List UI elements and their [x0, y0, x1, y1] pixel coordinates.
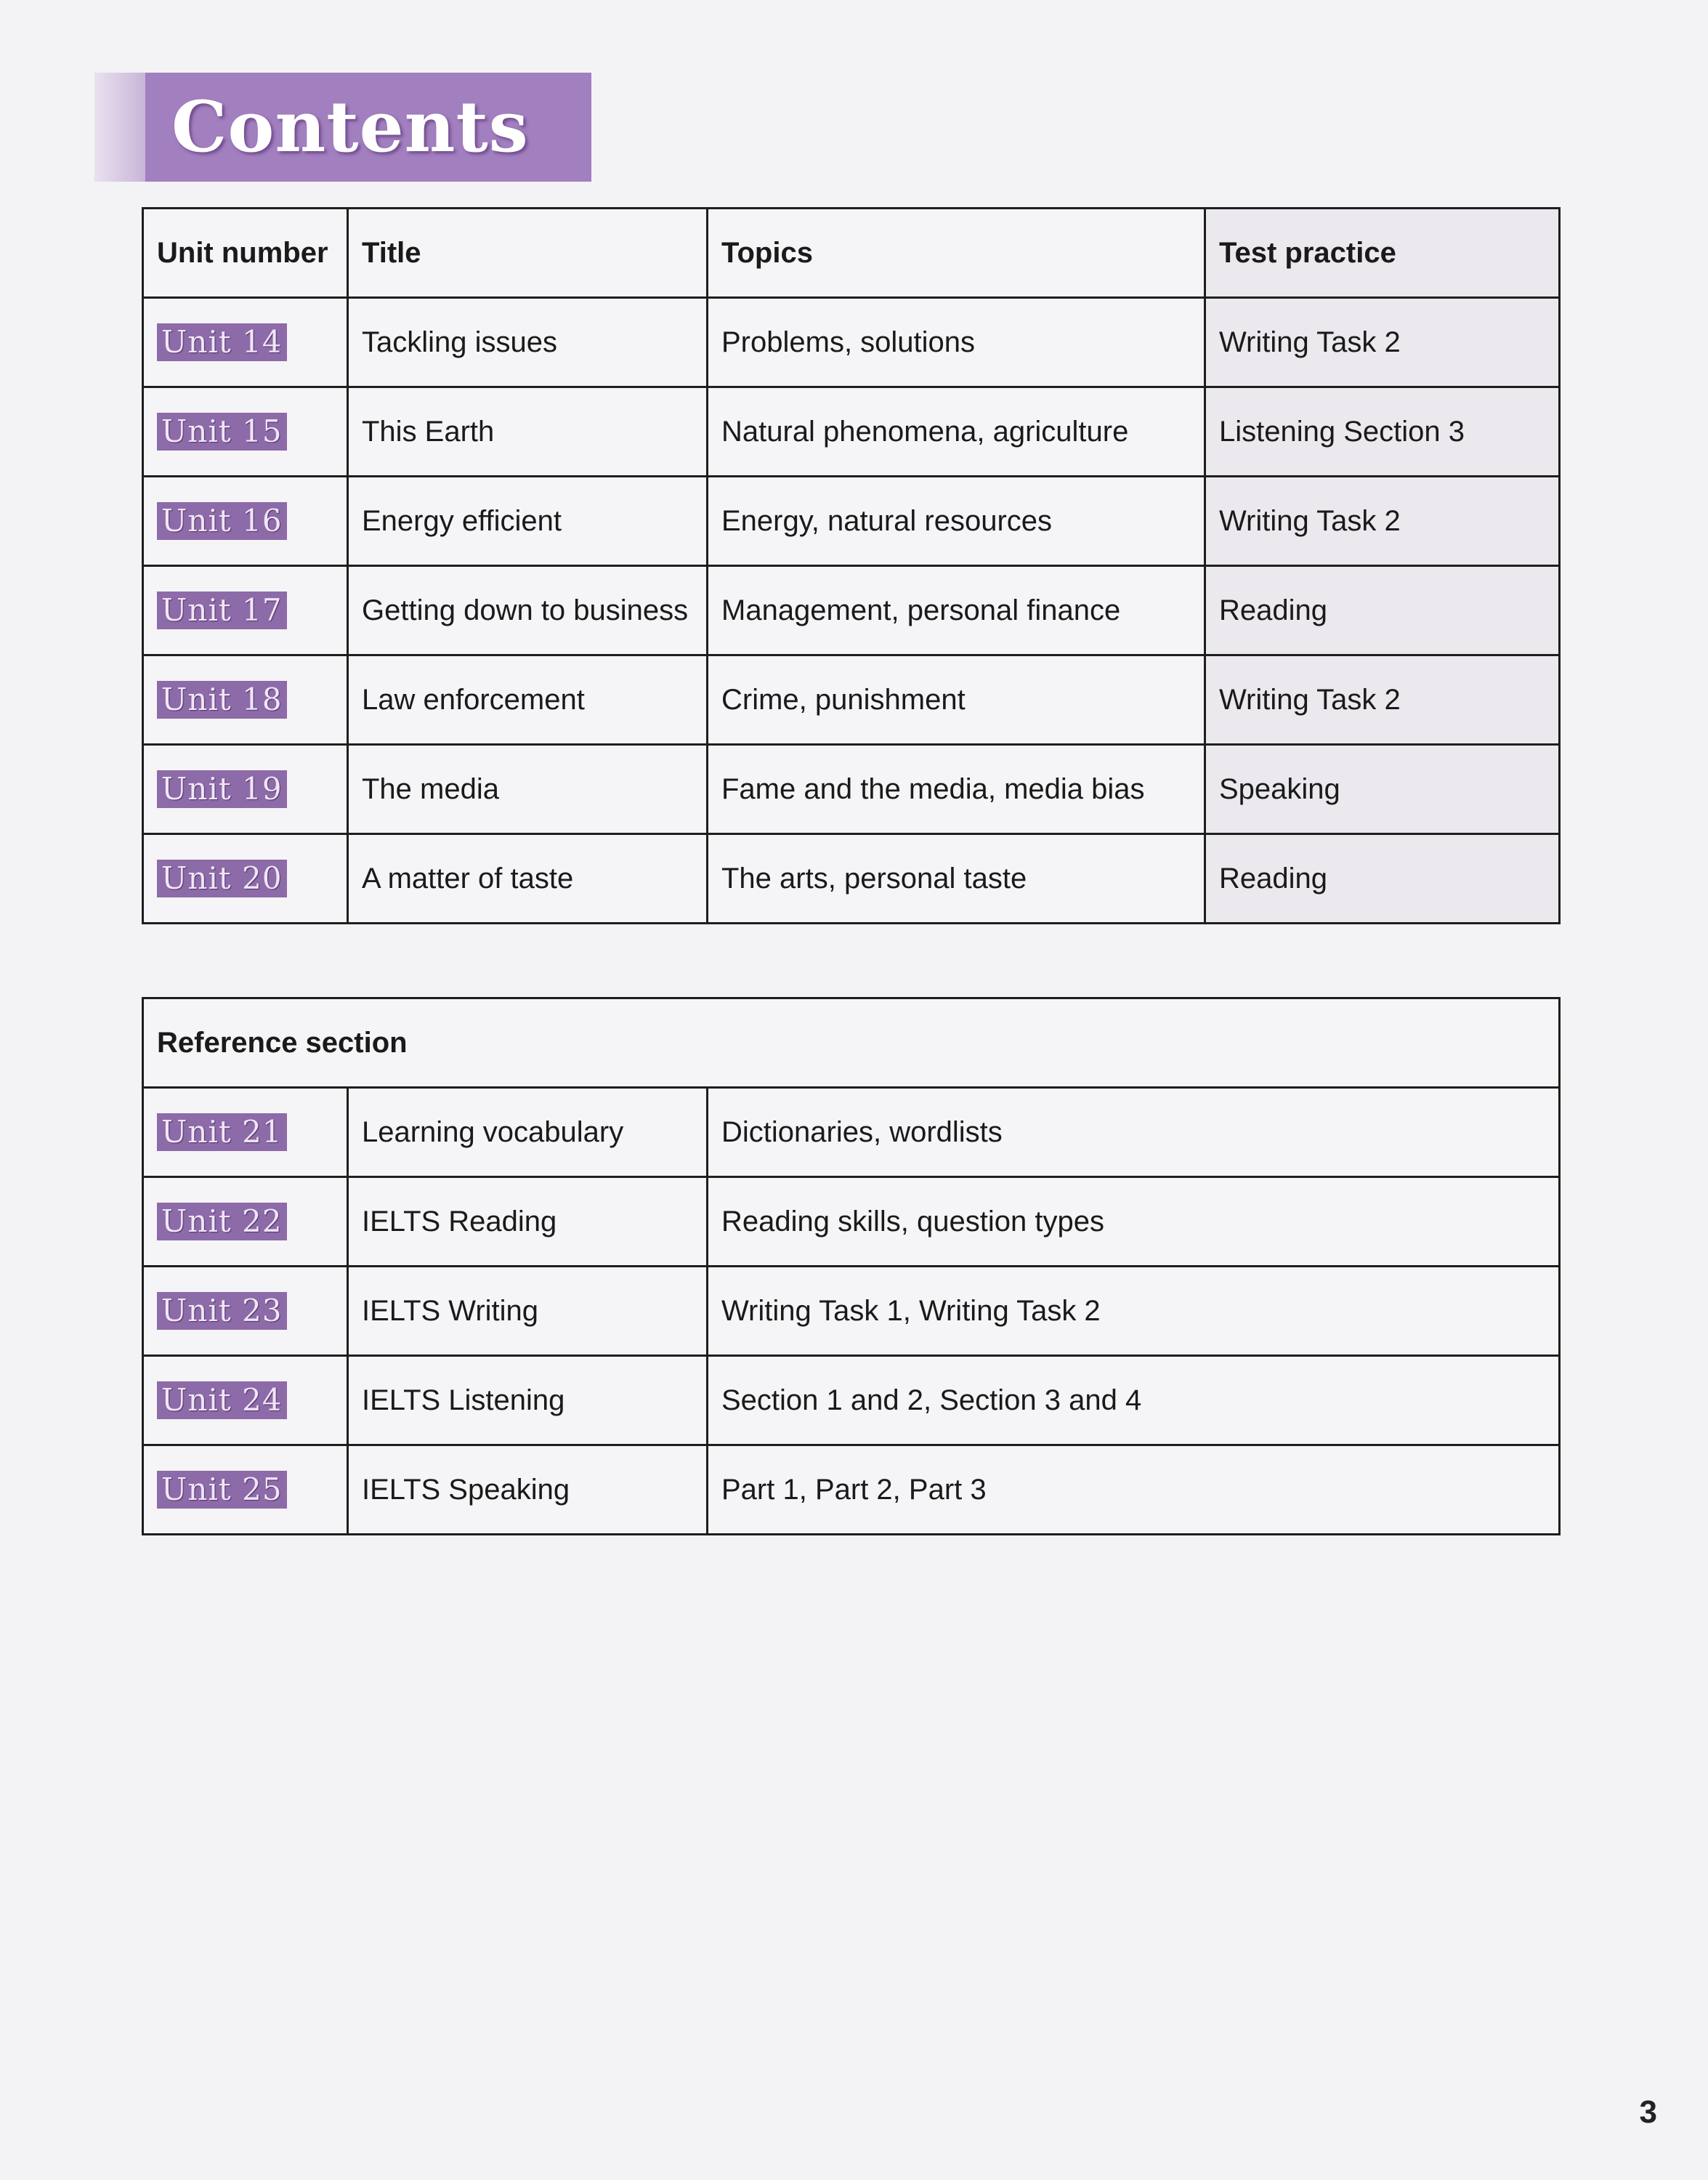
contents-table	[142, 207, 1561, 924]
title-cell: Energy efficient	[348, 477, 708, 566]
unit-badge[interactable]: Unit 24	[157, 1381, 287, 1419]
unit-badge[interactable]: Unit 16	[157, 502, 287, 540]
unit-cell	[143, 745, 348, 834]
unit-cell	[143, 477, 348, 566]
table-row	[143, 1177, 1560, 1267]
header-title: Title	[348, 209, 708, 298]
title-accent-strip	[94, 73, 145, 182]
unit-badge[interactable]: Unit 23	[157, 1292, 287, 1330]
test-practice-cell: Reading	[1205, 566, 1560, 655]
topics-cell: Writing Task 1, Writing Task 2	[708, 1267, 1560, 1356]
unit-cell	[143, 1356, 348, 1445]
topics-cell: Part 1, Part 2, Part 3	[708, 1445, 1560, 1535]
unit-cell	[143, 566, 348, 655]
table-row	[143, 1088, 1560, 1177]
test-practice-cell: Reading	[1205, 834, 1560, 924]
title-cell: Learning vocabulary	[348, 1088, 708, 1177]
unit-badge[interactable]: Unit 19	[157, 770, 287, 808]
topics-cell: Energy, natural resources	[708, 477, 1205, 566]
unit-badge[interactable]: Unit 15	[157, 413, 287, 451]
unit-cell	[143, 387, 348, 477]
title-cell: IELTS Writing	[348, 1267, 708, 1356]
test-practice-cell: Listening Section 3	[1205, 387, 1560, 477]
table-row	[143, 477, 1560, 566]
unit-cell	[143, 1177, 348, 1267]
unit-cell	[143, 655, 348, 745]
test-practice-cell: Writing Task 2	[1205, 298, 1560, 387]
unit-cell	[143, 1267, 348, 1356]
page-title-banner	[94, 73, 591, 182]
table-row	[143, 745, 1560, 834]
table-row	[143, 1267, 1560, 1356]
table-row	[143, 655, 1560, 745]
unit-badge[interactable]: Unit 25	[157, 1471, 287, 1509]
page-number: 3	[1639, 2094, 1657, 2130]
unit-badge[interactable]: Unit 18	[157, 681, 287, 719]
topics-cell: The arts, personal taste	[708, 834, 1205, 924]
table-row	[143, 1356, 1560, 1445]
title-cell: The media	[348, 745, 708, 834]
header-topics: Topics	[708, 209, 1205, 298]
unit-badge[interactable]: Unit 14	[157, 323, 287, 361]
reference-header-row	[143, 998, 1560, 1088]
title-cell: This Earth	[348, 387, 708, 477]
title-cell: IELTS Speaking	[348, 1445, 708, 1535]
table-header-row	[143, 209, 1560, 298]
topics-cell: Problems, solutions	[708, 298, 1205, 387]
title-cell: IELTS Listening	[348, 1356, 708, 1445]
title-cell: IELTS Reading	[348, 1177, 708, 1267]
unit-cell	[143, 834, 348, 924]
table-row	[143, 566, 1560, 655]
topics-cell: Reading skills, question types	[708, 1177, 1560, 1267]
unit-badge[interactable]: Unit 20	[157, 860, 287, 897]
title-cell: Law enforcement	[348, 655, 708, 745]
title-cell: Tackling issues	[348, 298, 708, 387]
table-row	[143, 387, 1560, 477]
topics-cell: Crime, punishment	[708, 655, 1205, 745]
test-practice-cell: Writing Task 2	[1205, 655, 1560, 745]
test-practice-cell: Writing Task 2	[1205, 477, 1560, 566]
topics-cell: Dictionaries, wordlists	[708, 1088, 1560, 1177]
unit-cell	[143, 1445, 348, 1535]
unit-cell	[143, 1088, 348, 1177]
table-row	[143, 834, 1560, 924]
header-test-practice: Test practice	[1205, 209, 1560, 298]
header-unit-number: Unit number	[143, 209, 348, 298]
title-cell: A matter of taste	[348, 834, 708, 924]
unit-badge[interactable]: Unit 21	[157, 1113, 287, 1151]
topics-cell: Fame and the media, media bias	[708, 745, 1205, 834]
topics-cell: Management, personal finance	[708, 566, 1205, 655]
test-practice-cell: Speaking	[1205, 745, 1560, 834]
page-title: Contents	[145, 73, 591, 182]
table-row	[143, 298, 1560, 387]
unit-badge[interactable]: Unit 22	[157, 1203, 287, 1240]
unit-cell	[143, 298, 348, 387]
reference-section-header: Reference section	[143, 998, 1560, 1088]
unit-badge[interactable]: Unit 17	[157, 592, 287, 629]
title-cell: Getting down to business	[348, 566, 708, 655]
topics-cell: Natural phenomena, agriculture	[708, 387, 1205, 477]
reference-table	[142, 997, 1561, 1535]
table-row	[143, 1445, 1560, 1535]
topics-cell: Section 1 and 2, Section 3 and 4	[708, 1356, 1560, 1445]
